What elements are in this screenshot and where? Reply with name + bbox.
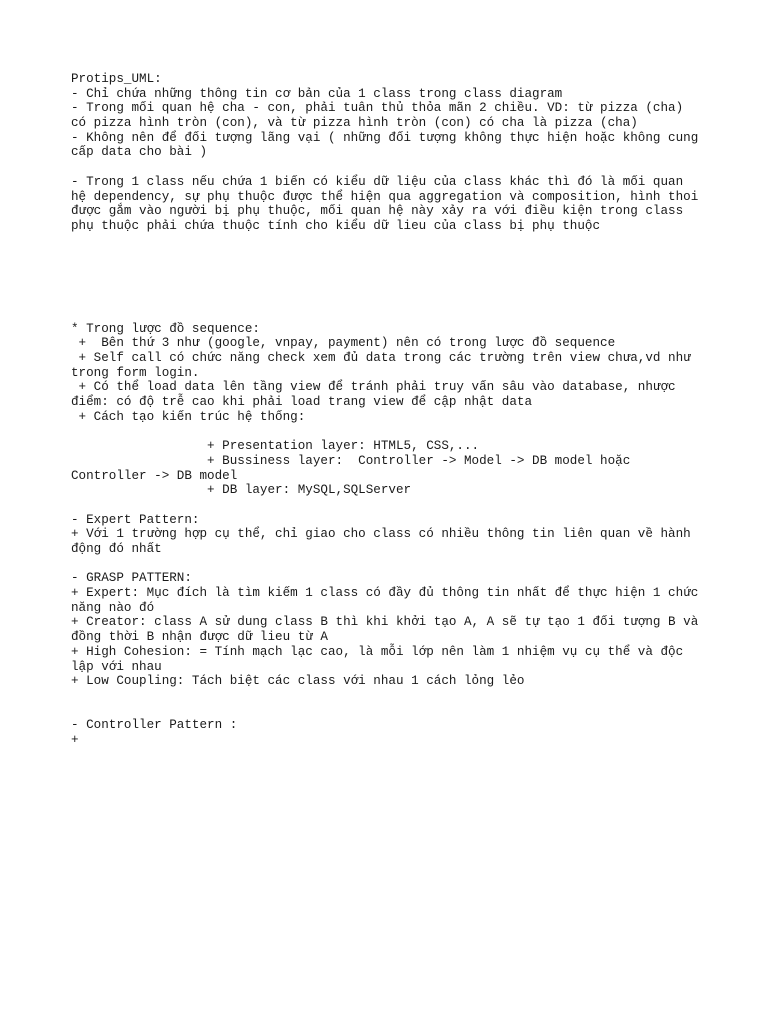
blank-line [71, 425, 711, 440]
section-heading: - GRASP PATTERN: [71, 571, 192, 586]
blank-line [71, 498, 711, 513]
text-line: cấp data cho bài ) [71, 145, 208, 160]
blank-line [71, 557, 711, 572]
text-line: điểm: có độ trễ cao khi phải load trang view để cập nhật data [71, 395, 533, 410]
text-line: + [71, 732, 79, 747]
document-page [71, 72, 711, 748]
text-line: - Chỉ chứa những thông tin cơ bản của 1 class trong class diagram [71, 86, 563, 101]
doc-title: Protips_UML: [71, 72, 162, 86]
section-heading: * Trong lược đồ sequence: [71, 321, 260, 336]
section-heading: - Controller Pattern : [71, 718, 238, 733]
blank-line [71, 689, 711, 704]
text-line: năng nào đó [71, 600, 155, 615]
text-line: + Expert: Mục đích là tìm kiếm 1 class có đầy đủ thông tin nhất để thực hiện 1 chức [71, 586, 699, 601]
text-line: - Trong mối quan hệ cha - con, phải tuân thủ thỏa mãn 2 chiều. VD: từ pizza (cha) [71, 101, 684, 116]
blank-line [71, 263, 711, 278]
blank-line [71, 234, 711, 249]
blank-line [71, 307, 711, 322]
text-line: + Có thể load data lên tầng view để tránh phải truy vấn sâu vào database, nhược [71, 380, 676, 395]
text-line: có pizza hình tròn (con), và từ pizza hình tròn (con) có cha là pizza (cha) [71, 116, 638, 131]
text-line: đồng thời B nhận được dữ lieu từ A [71, 630, 328, 645]
text-line: lập với nhau [71, 659, 162, 674]
text-line: phụ thuộc phải chứa thuộc tính cho kiểu dữ lieu của class bị phụ thuộc [71, 218, 601, 233]
text-line: - Trong 1 class nếu chứa 1 biến có kiểu dữ liệu của class khác thì đó là mối quan [71, 174, 684, 189]
text-line: hệ dependency, sự phụ thuộc được thể hiện qua aggregation và composition, hình thoi [71, 189, 699, 204]
text-line: + Bussiness layer: Controller -> Model -> DB model hoặc [71, 453, 631, 468]
text-line: được gắm vào người bị phụ thuộc, mối quan hệ này xảy ra với điều kiện trong class [71, 204, 684, 219]
blank-line [71, 248, 711, 263]
text-line: + Cách tạo kiến trúc hệ thống: [71, 409, 306, 424]
blank-line [71, 704, 711, 719]
text-line: trong form login. [71, 365, 200, 380]
text-line: động đó nhất [71, 542, 162, 556]
text-line: + DB layer: MySQL,SQLServer [71, 483, 412, 498]
text-line: + High Cohesion: = Tính mạch lạc cao, là mỗi lớp nên làm 1 nhiệm vụ cụ thể và độc [71, 644, 684, 659]
text-line: + Bên thứ 3 như (google, vnpay, payment) nên có trong lược đồ sequence [71, 336, 616, 351]
text-line: + Self call có chức năng check xem đủ data trong các trường trên view chưa,vd như [71, 351, 691, 366]
blank-line [71, 278, 711, 293]
text-line: + Creator: class A sử dung class B thì khi khởi tạo A, A sẽ tự tạo 1 đối tượng B và [71, 615, 699, 630]
blank-line [71, 292, 711, 307]
text-line: + Với 1 trường hợp cụ thể, chỉ giao cho class có nhiều thông tin liên quan về hành [71, 527, 691, 542]
text-line: Controller -> DB model [71, 468, 238, 483]
text-line: + Presentation layer: HTML5, CSS,... [71, 439, 480, 454]
text-line: + Low Coupling: Tách biệt các class với nhau 1 cách lỏng lẻo [71, 674, 525, 689]
blank-line [71, 160, 711, 175]
section-heading: - Expert Pattern: [71, 512, 200, 527]
text-line: - Không nên để đối tượng lãng vại ( những đối tượng không thực hiện hoặc không cung [71, 130, 699, 145]
